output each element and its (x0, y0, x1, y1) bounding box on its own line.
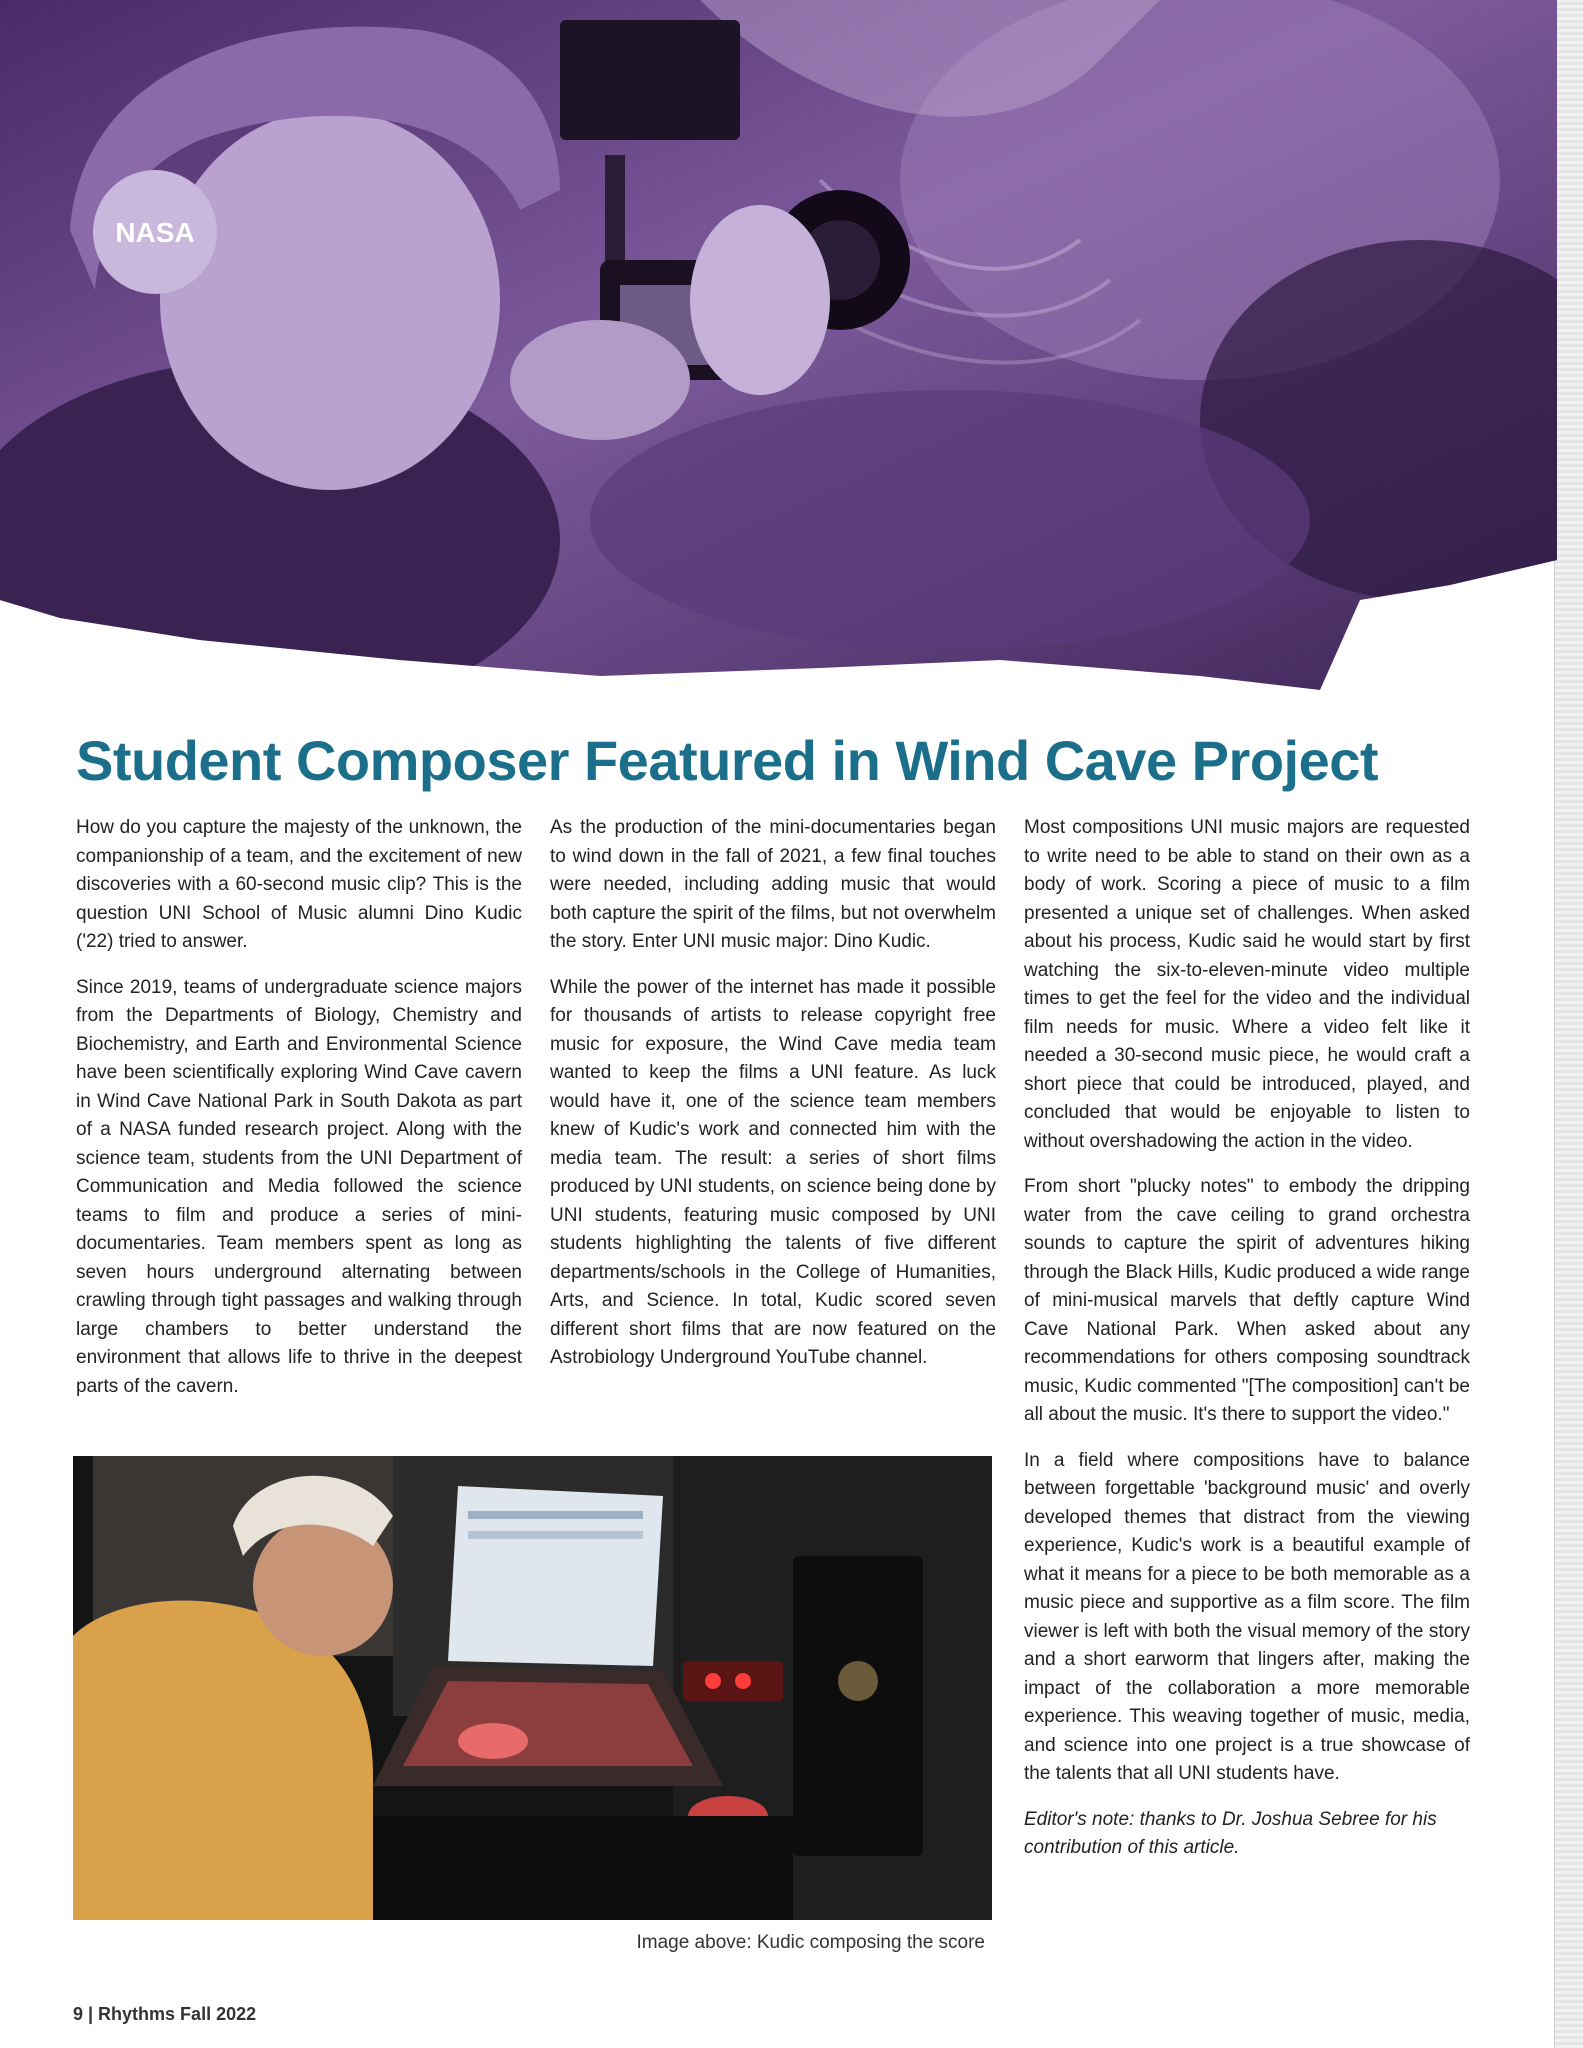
scan-edge (1554, 0, 1583, 2048)
article-paragraph: While the power of the internet has made it possible for thousands of artists to release copyright free music for exposure, the Wind Cave media team wanted to keep the films a UNI feature. As luck would have it, one of the science team members knew of Kudic's work and connected him with the media team. The result: a series of short films produced by UNI students, on science being done by UNI students, featuring music composed by UNI students highlighting the talents of five different departments/schools in the College of Humanities, Arts, and Science. In total, Kudic scored seven different short films that are now featured on the Astrobiology Underground YouTube channel. (550, 976, 996, 1368)
article-paragraph: From short "plucky notes" to embody the dripping water from the cave ceiling to grand orchestra sounds to capture the spirit of adventures hiking through the Black Hills, Kudic produced a wide range of mini-musical marvels that deftly capture Wind Cave National Park. When asked about any recommendations for others composing soundtrack music, Kudic commented "[The composition] can't be all about the music. It's there to support the video." (1024, 1176, 1470, 1425)
composer-photo (73, 1456, 992, 1920)
article-column-2 (550, 814, 996, 1390)
page-title: Student Composer Featured in Wind Cave Project (76, 729, 1379, 792)
hero-photo (0, 0, 1557, 700)
composer-photo-illustration (73, 1456, 992, 1920)
article-paragraph: How do you capture the majesty of the unknown, the companionship of a team, and the excitement of new discoveries with a 60-second music clip? This is the question UNI School of Music alumni Dino Kudic ('22) tried to answer. (76, 817, 522, 952)
article-paragraph: In a field where compositions have to balance between forgettable 'background music' and overly developed themes that distract from the viewing experience, Kudic's work is a beautiful example of what it means for a piece to be both memorable as a music piece and supportive as a film score. The film viewer is left with both the visual memory of the story and a short earworm that lingers after, making the impact of the collaboration a more memorable experience. This weaving together of music, media, and science into one project is a true showcase of the talents that all UNI students have. (1024, 1449, 1470, 1784)
article-paragraph: As the production of the mini-documentaries began to wind down in the fall of 2021, a few final touches were needed, including adding music that would both capture the spirit of the films, but not overwhelm the story. Enter UNI music major: Dino Kudic. (550, 817, 996, 952)
photo-caption: Image above: Kudic composing the score (636, 1932, 985, 1953)
editor-note: Editor's note: thanks to Dr. Joshua Sebree for his contribution of this article. (1024, 1808, 1437, 1858)
article-paragraph: Most compositions UNI music majors are requested to write need to be able to stand on their own as a body of work. Scoring a piece of music to a film presented a unique set of challenges. When asked about his process, Kudic said he would start by first watching the six-to-eleven-minute video multiple times to get the feel for the video and the individual film needs for music. Where a video felt like it needed a 30-second music piece, he would craft a short piece that could be introduced, played, and concluded that would be enjoyable to listen to without overshadowing the action in the video. (1024, 817, 1470, 1152)
page-footer: 9 | Rhythms Fall 2022 (73, 2004, 257, 2024)
article-column-3 (1024, 814, 1470, 1880)
nasa-logo-text: NASA (115, 217, 195, 248)
hero-photo-illustration (0, 0, 1557, 700)
article-paragraph: Since 2019, teams of undergraduate science majors from the Departments of Biology, Chemistry and Biochemistry, and Earth and Environmental Science have been scientifically exploring Wind Cave cavern in Wind Cave National Park in South Dakota as part of a NASA funded research project. Along with the science team, students from the UNI Department of Communication and Media followed the science teams to film and produce a series of mini-documentaries. Team members spent as long as seven hours underground alternating between crawling through tight passages and walking through large chambers to better understand the environment that allows life to thrive in the deepest parts of the cavern. (76, 976, 522, 1397)
article-column-1 (76, 814, 522, 1418)
